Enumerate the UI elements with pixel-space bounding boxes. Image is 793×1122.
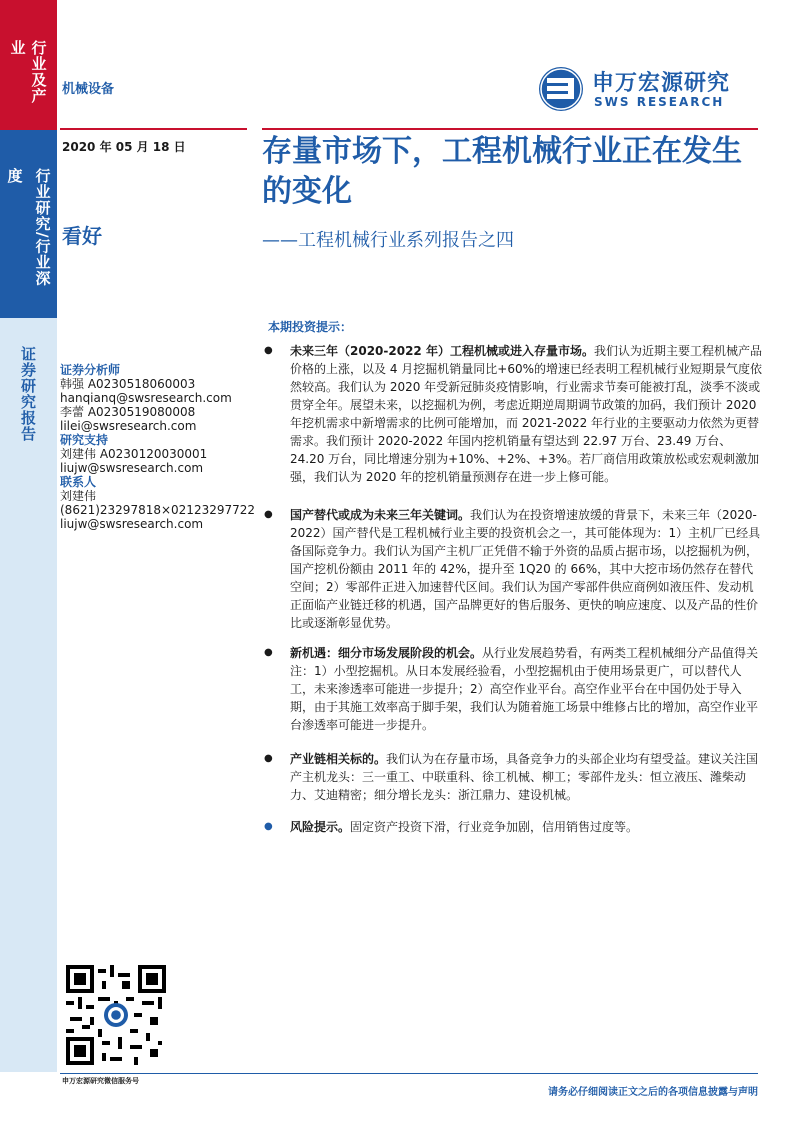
tip-lead: 风险提示。 (290, 820, 351, 834)
tip-lead: 新机遇：细分市场发展阶段的机会。 (290, 646, 483, 660)
contact-role-label: 联系人 (60, 475, 97, 489)
sidebar-section-industry: 行业及产业 (8, 40, 48, 104)
list-item (262, 644, 762, 734)
footer-rule (60, 1073, 758, 1074)
bullet-icon: ● (264, 821, 273, 832)
tip-lead: 产业链相关标的。 (290, 752, 387, 766)
tip-text: 我们认为在投资增速放缓的背景下，未来三年（2020-2022）国产替代是工程机械行业主要的投资机会之一，其可能体现为：1）主机厂已经具备国际竞争力。我们认为国产主机厂正凭借不输于外资的品质占据市场，以挖掘机为例，国产挖机份额由 2011 年的 42%，提升至 1Q20 的 66%，其中大挖市场仍然存在替代空间；2）零部件正进入加速替代区间。我们认为国产零部件供应商例如液压件、发动机正面临产业链迁移的机遇，国产品牌更好的售后服务、更快的响应速度、以及产品的性价比或逐渐彰显优势。 (290, 508, 761, 630)
qr-caption: 申万宏源研究微信服务号 (62, 1077, 139, 1085)
bullet-icon: ● (264, 647, 273, 658)
sws-logo-icon (538, 66, 584, 112)
contact-phone: (8621)23297818×02123297722 (60, 503, 256, 517)
bullet-icon: ● (264, 509, 273, 520)
list-item (262, 342, 762, 486)
sidebar-section-report-type: 行业研究/行业深度 (5, 168, 52, 287)
tips-heading: 本期投资提示： (268, 320, 353, 334)
industry-tag: 机械设备 (62, 82, 115, 97)
sidebar-section-research: 证券研究报告 (19, 346, 37, 442)
bullet-icon: ● (264, 345, 273, 356)
support-email: liujw@swsresearch.com (60, 461, 204, 475)
header-rule-right (262, 128, 758, 130)
contact-name: 刘建伟 (60, 489, 97, 503)
rating-label: 看好 (62, 224, 102, 248)
brand-name-en: SWS RESEARCH (594, 95, 725, 109)
brand-logo (538, 64, 758, 116)
contact-email: liujw@swsresearch.com (60, 517, 204, 531)
tip-lead: 未来三年（2020-2022 年）工程机械或进入存量市场。 (290, 344, 594, 358)
list-item (262, 506, 762, 632)
report-title: 存量市场下，工程机械行业正在发生的变化 (262, 134, 742, 209)
header-rule-left (60, 128, 247, 130)
analyst-email: hanqianq@swsresearch.com (60, 391, 232, 405)
tip-text: 我们认为在存量市场，具备竞争力的头部企业均有望受益。建议关注国产主机龙头：三一重工、中联重科、徐工机械、柳工；零部件龙头：恒立液压、潍柴动力、艾迪精密；细分增长龙头：浙江鼎力、建设机械。 (290, 752, 759, 802)
analyst-name-id: 韩强 A0230518060003 (60, 377, 196, 391)
tip-lead: 国产替代或成为未来三年关键词。 (290, 508, 471, 522)
tip-text: 我们认为近期主要工程机械产品价格的上涨，以及 4 月挖掘机销量同比+60%的增速已经表明工程机械行业短期景气度依然较高。我们认为 2020 年受新冠肺炎疫情影响，行业需求节奏可能被打乱，淡季不淡或贯穿全年。展望未来，以挖掘机为例，考虑近期逆周期调节政策的加码，我们预计 2020 年挖机需求中新增需求的比例可能增加，而 2021-2022 年行业的主要驱动力依然为更替需求。我们预计 2020-2022 年国内挖机销量有望达到 22.97 万台、23.49 万台、24.20 万台，同比增速分别为+10%、+2%、+3%。若厂商信用政策放松或宏观刺激加强，我们认为 2020 年的挖机销量预测存在进一步上修可能。 (290, 344, 762, 484)
analyst-panel (60, 363, 256, 531)
report-date: 2020 年 05 月 18 日 (62, 140, 186, 154)
analyst-role-label: 证券分析师 (60, 363, 121, 377)
support-role-label: 研究支持 (60, 433, 109, 447)
list-item (262, 750, 762, 804)
footer-disclaimer: 请务必仔细阅读正文之后的各项信息披露与声明 (548, 1087, 758, 1098)
brand-name-cn: 申万宏源研究 (592, 71, 731, 96)
support-name-id: 刘建伟 A0230120030001 (60, 447, 208, 461)
report-subtitle: ——工程机械行业系列报告之四 (262, 230, 514, 251)
analyst-name-id: 李蕾 A0230519080008 (60, 405, 196, 419)
tip-text: 固定资产投资下滑，行业竞争加剧，信用销售过度等。 (350, 820, 639, 834)
qr-code-icon[interactable] (66, 965, 166, 1065)
bullet-icon: ● (264, 753, 273, 764)
list-item (262, 818, 638, 836)
tip-text: 从行业发展趋势看，有两类工程机械细分产品值得关注：1）小型挖掘机。从日本发展经验看，小型挖掘机由于使用场景更广，可以替代人工，未来渗透率可能进一步提升；2）高空作业平台。高空作业平台在中国仍处于导入期，由于其施工效率高于脚手架，我们认为随着施工场景中维修占比的增加，高空作业平台渗透率可能进一步提升。 (290, 646, 759, 732)
analyst-email: lilei@swsresearch.com (60, 419, 197, 433)
